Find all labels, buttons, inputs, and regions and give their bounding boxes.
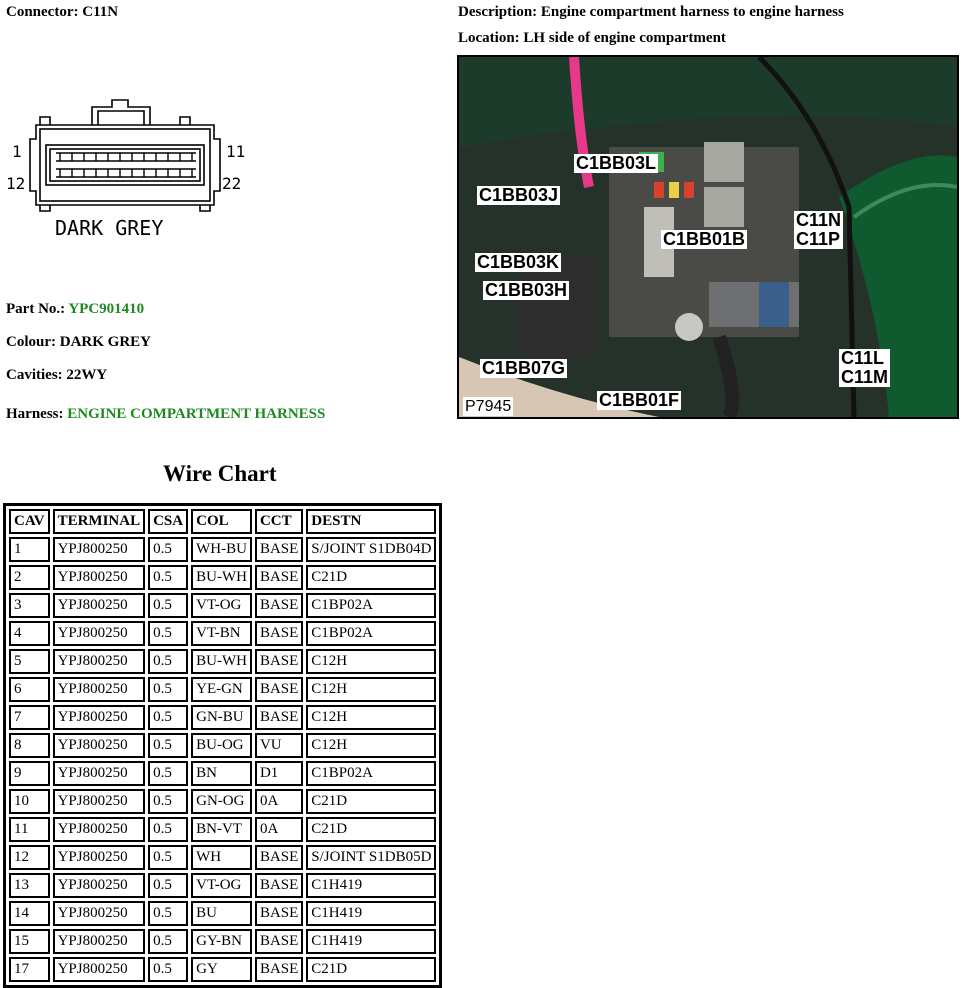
table-cell: 0.5: [148, 565, 188, 590]
table-row: [9, 817, 436, 842]
colour-line: [6, 333, 151, 351]
table-cell: C1H419: [306, 901, 436, 926]
table-cell: BU: [191, 901, 252, 926]
table-cell: YE-GN: [191, 677, 252, 702]
table-row: [9, 957, 436, 982]
table-row: [9, 873, 436, 898]
table-cell: 0.5: [148, 845, 188, 870]
wire-chart-title: Wire Chart: [163, 461, 277, 486]
table-cell: C21D: [306, 957, 436, 982]
table-cell: YPJ800250: [53, 929, 146, 954]
table-cell: YPJ800250: [53, 789, 146, 814]
part-no-line: [6, 300, 144, 318]
table-cell: C21D: [306, 565, 436, 590]
table-cell: 0.5: [148, 537, 188, 562]
table-cell: 1: [9, 537, 50, 562]
table-cell: 0.5: [148, 649, 188, 674]
table-cell: BU-OG: [191, 733, 252, 758]
table-cell: 8: [9, 733, 50, 758]
cavities-label: Cavities:: [6, 367, 67, 383]
table-cell: 12: [9, 845, 50, 870]
table-cell: 0.5: [148, 593, 188, 618]
table-cell: C12H: [306, 705, 436, 730]
table-cell: WH: [191, 845, 252, 870]
table-cell: C21D: [306, 789, 436, 814]
table-cell: 0.5: [148, 705, 188, 730]
part-no-link[interactable]: YPC901410: [68, 301, 145, 317]
table-row: [9, 929, 436, 954]
callout-c1bb03j: C1BB03J: [479, 185, 559, 205]
table-cell: BASE: [255, 677, 303, 702]
location-label: Location:: [458, 30, 524, 46]
column-header: CCT: [255, 509, 303, 534]
table-cell: 0.5: [148, 789, 188, 814]
callout-c1bb01f: C1BB01F: [599, 390, 680, 410]
table-row: [9, 621, 436, 646]
callout-c1bb03h: C1BB03H: [485, 280, 568, 300]
table-cell: 0.5: [148, 677, 188, 702]
table-cell: YPJ800250: [53, 957, 146, 982]
table-row: [9, 705, 436, 730]
table-cell: 0.5: [148, 929, 188, 954]
callout-c11l-c11m: C11L C11M: [841, 348, 889, 387]
colour-label: Colour:: [6, 334, 60, 350]
table-cell: D1: [255, 761, 303, 786]
table-row: [9, 565, 436, 590]
table-cell: YPJ800250: [53, 901, 146, 926]
table-cell: YPJ800250: [53, 733, 146, 758]
wire-chart-header-row: [9, 509, 436, 534]
table-cell: GN-BU: [191, 705, 252, 730]
cavities-value: 22WY: [66, 367, 108, 383]
table-cell: 4: [9, 621, 50, 646]
table-cell: BASE: [255, 873, 303, 898]
column-header: CAV: [9, 509, 50, 534]
photo-id: P7945: [465, 398, 512, 415]
callout-c11n-c11p: C11N C11P: [796, 210, 842, 249]
description-value: Engine compartment harness to engine harness: [540, 4, 844, 20]
table-cell: BASE: [255, 621, 303, 646]
table-cell: 13: [9, 873, 50, 898]
table-cell: 15: [9, 929, 50, 954]
table-cell: YPJ800250: [53, 565, 146, 590]
table-cell: 17: [9, 957, 50, 982]
table-cell: YPJ800250: [53, 677, 146, 702]
table-cell: 7: [9, 705, 50, 730]
harness-link[interactable]: ENGINE COMPARTMENT HARNESS: [67, 406, 326, 422]
table-cell: BASE: [255, 845, 303, 870]
column-header: CSA: [148, 509, 188, 534]
table-cell: GN-OG: [191, 789, 252, 814]
table-cell: 0A: [255, 789, 303, 814]
pin-label-22: 22: [222, 174, 242, 193]
table-cell: C12H: [306, 677, 436, 702]
callout-c1bb07g: C1BB07G: [482, 358, 566, 378]
table-cell: VU: [255, 733, 303, 758]
connector-label: Connector:: [6, 4, 83, 20]
part-no-label: Part No.:: [6, 301, 69, 317]
colour-value: DARK GREY: [59, 334, 152, 350]
table-cell: 0.5: [148, 901, 188, 926]
table-row: [9, 649, 436, 674]
table-cell: YPJ800250: [53, 649, 146, 674]
table-cell: 11: [9, 817, 50, 842]
table-cell: BN: [191, 761, 252, 786]
table-cell: VT-BN: [191, 621, 252, 646]
callout-c1bb03k: C1BB03K: [477, 252, 560, 272]
table-cell: 0.5: [148, 873, 188, 898]
table-cell: 0.5: [148, 621, 188, 646]
table-cell: 9: [9, 761, 50, 786]
column-header: COL: [191, 509, 252, 534]
table-cell: BN-VT: [191, 817, 252, 842]
table-cell: C1H419: [306, 873, 436, 898]
table-cell: WH-BU: [191, 537, 252, 562]
table-cell: YPJ800250: [53, 817, 146, 842]
table-cell: C21D: [306, 817, 436, 842]
table-cell: BU-WH: [191, 565, 252, 590]
table-row: [9, 901, 436, 926]
table-row: [9, 789, 436, 814]
description-label: Description:: [458, 4, 541, 20]
column-header: DESTN: [306, 509, 436, 534]
table-cell: YPJ800250: [53, 761, 146, 786]
table-cell: YPJ800250: [53, 593, 146, 618]
table-row: [9, 761, 436, 786]
pin-label-12: 12: [6, 174, 26, 193]
table-row: [9, 845, 436, 870]
table-cell: 0.5: [148, 817, 188, 842]
table-cell: YPJ800250: [53, 845, 146, 870]
table-cell: C1H419: [306, 929, 436, 954]
location-photo: [457, 55, 959, 419]
location-line: [458, 29, 726, 47]
table-cell: 10: [9, 789, 50, 814]
pin-label-11: 11: [226, 142, 246, 161]
table-cell: S/JOINT S1DB05D: [306, 845, 436, 870]
table-row: [9, 677, 436, 702]
table-cell: 0.5: [148, 957, 188, 982]
harness-label: Harness:: [6, 406, 68, 422]
table-cell: 6: [9, 677, 50, 702]
table-cell: C12H: [306, 733, 436, 758]
table-cell: C1BP02A: [306, 761, 436, 786]
table-cell: VT-OG: [191, 873, 252, 898]
table-cell: C12H: [306, 649, 436, 674]
callout-c1bb03l: C1BB03L: [576, 153, 657, 173]
table-cell: YPJ800250: [53, 537, 146, 562]
table-cell: 14: [9, 901, 50, 926]
table-cell: C1BP02A: [306, 621, 436, 646]
table-cell: BASE: [255, 929, 303, 954]
description-line: [458, 3, 844, 21]
table-cell: BU-WH: [191, 649, 252, 674]
table-cell: GY: [191, 957, 252, 982]
table-cell: S/JOINT S1DB04D: [306, 537, 436, 562]
table-cell: 2: [9, 565, 50, 590]
table-cell: YPJ800250: [53, 621, 146, 646]
harness-line: [6, 405, 325, 423]
table-cell: BASE: [255, 649, 303, 674]
table-cell: BASE: [255, 957, 303, 982]
connector-value: C11N: [82, 4, 119, 20]
connector-face-diagram: [0, 95, 260, 245]
pin-label-1: 1: [12, 142, 22, 161]
connector-color-text: DARK GREY: [55, 216, 164, 240]
table-cell: 0.5: [148, 733, 188, 758]
connector-line: [6, 3, 118, 21]
table-cell: YPJ800250: [53, 705, 146, 730]
table-cell: BASE: [255, 565, 303, 590]
table-cell: GY-BN: [191, 929, 252, 954]
table-cell: 3: [9, 593, 50, 618]
table-cell: BASE: [255, 593, 303, 618]
wire-chart-table: [3, 503, 442, 988]
table-cell: BASE: [255, 705, 303, 730]
table-cell: YPJ800250: [53, 873, 146, 898]
table-cell: BASE: [255, 537, 303, 562]
table-row: [9, 733, 436, 758]
table-cell: 0.5: [148, 761, 188, 786]
table-row: [9, 593, 436, 618]
column-header: TERMINAL: [53, 509, 146, 534]
table-row: [9, 537, 436, 562]
cavities-line: [6, 366, 107, 384]
table-cell: C1BP02A: [306, 593, 436, 618]
table-cell: BASE: [255, 901, 303, 926]
table-cell: 5: [9, 649, 50, 674]
wire-chart: [3, 503, 442, 988]
table-cell: 0A: [255, 817, 303, 842]
table-cell: VT-OG: [191, 593, 252, 618]
location-value: LH side of engine compartment: [523, 30, 726, 46]
callout-c1bb01b: C1BB01B: [663, 229, 746, 249]
